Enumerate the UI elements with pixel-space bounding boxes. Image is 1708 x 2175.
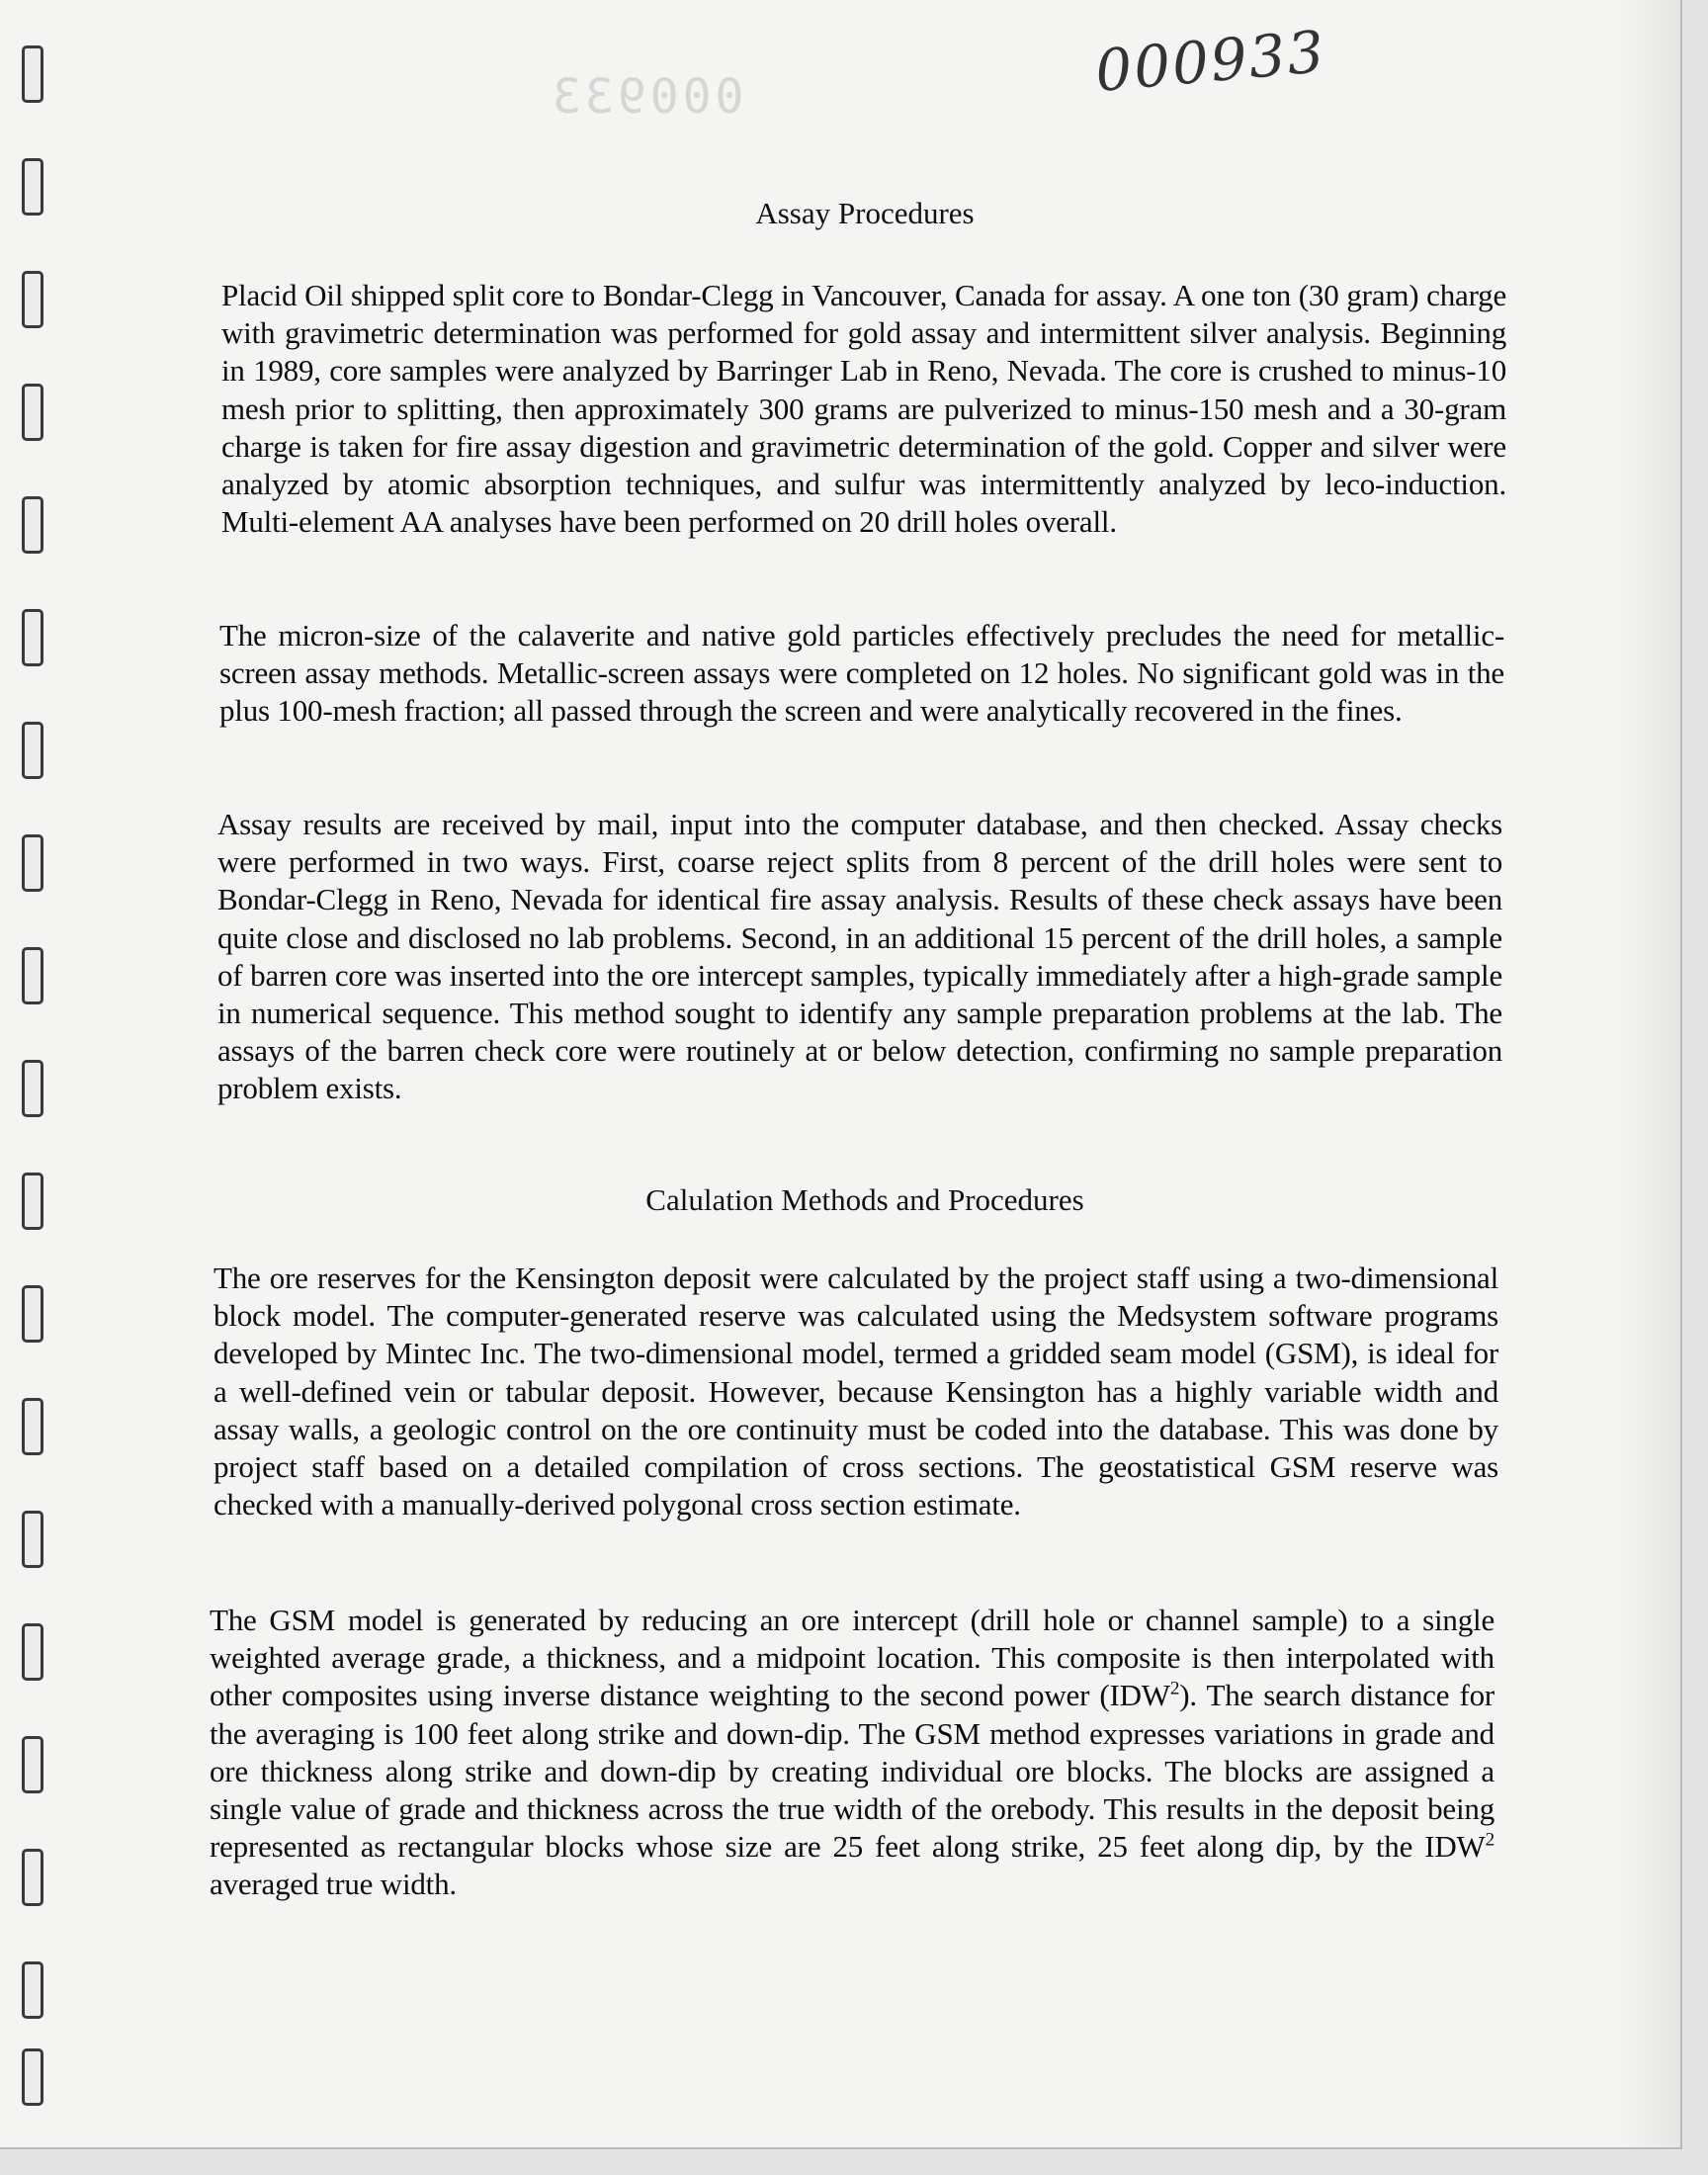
binder-hole bbox=[22, 1736, 43, 1793]
paragraph-assay-1: Placid Oil shipped split core to Bondar-Clegg in Vancouver, Canada for assay. A one ton (30 gram) charge with gravimetric determination was performed for gold assay and intermittent silver analysis. Beginning in 1989, core samples were analyzed by Barringer Lab in Reno, Nevada. The core is crushed to minus-10 mesh prior to splitting, then approximately 300 grams are pulverized to minus-150 mesh and a 30-gram charge is taken for fire assay digestion and gravimetric determination of the gold. Copper and silver were analyzed by atomic absorption techniques, and sulfur was intermittently analyzed by leco-induction. Multi-element AA analyses have been performed on 20 drill holes overall. bbox=[221, 278, 1506, 540]
section-heading-assay: Assay Procedures bbox=[755, 196, 975, 230]
binder-hole bbox=[22, 834, 43, 892]
binder-hole bbox=[22, 609, 43, 666]
paragraph-text: ). The search distance for the averaging is 100 feet along strike and down-dip. The GSM method expresses variations in grade and ore thickness along strike and down-dip by creating individual ore blocks. The blocks are assigned a single value of grade and thickness across the true width of the orebody. This results in the deposit being represented as rectangular blocks whose size are 25 feet along strike, 25 feet along dip, by the IDW bbox=[210, 1678, 1494, 1865]
paragraph-assay-2: The micron-size of the calaverite and native gold particles effectively precludes the need for metallic-screen assay methods. Metallic-screen assays were completed on 12 holes. No significant gold was in the plus 100-mesh fraction; all passed through the screen and were analytically recovered in the fines. bbox=[219, 618, 1504, 729]
binder-hole bbox=[22, 1511, 43, 1568]
binder-hole bbox=[22, 1398, 43, 1455]
binder-hole bbox=[22, 947, 43, 1004]
binder-hole bbox=[22, 1961, 43, 2019]
binder-hole bbox=[22, 271, 43, 328]
binder-hole bbox=[22, 496, 43, 554]
handwritten-page-number: 000933 bbox=[1092, 17, 1328, 106]
superscript: 2 bbox=[1485, 1829, 1494, 1851]
binder-hole bbox=[22, 1060, 43, 1117]
paragraph-calculation-2 bbox=[210, 1602, 1494, 1904]
binder-hole bbox=[22, 722, 43, 779]
page-edge-shadow bbox=[1621, 0, 1680, 2147]
binder-hole bbox=[22, 384, 43, 441]
paragraph-text: The GSM model is generated by reducing an ore intercept (drill hole or channel sample) to a single weighted average grade, a thickness, and a midpoint location. This composite is then interpolated with other composites using inverse distance weighting to the second power (IDW bbox=[210, 1603, 1494, 1713]
bleed-through-stamp: 000933 bbox=[549, 69, 744, 125]
binder-hole bbox=[22, 1285, 43, 1343]
binder-hole bbox=[22, 1849, 43, 1906]
superscript: 2 bbox=[1169, 1679, 1180, 1700]
paragraph-text: averaged true width. bbox=[210, 1867, 457, 1902]
binder-hole bbox=[22, 45, 43, 103]
paragraph-assay-3: Assay results are received by mail, input into the computer database, and then checked. Assay checks were performed in two ways. First, coarse reject splits from 8 percent of the drill holes were sent to Bondar-Clegg in Reno, Nevada for identical fire assay analysis. Results of these check assays have been quite close and disclosed no lab problems. Second, in an additional 15 percent of the drill holes, a sample of barren core was inserted into the ore intercept samples, typically immediately after a high-grade sample in numerical sequence. This method sought to identify any sample preparation problems at the lab. The assays of the barren check core were routinely at or below detection, confirming no sample preparation problem exists. bbox=[217, 807, 1502, 1106]
binder-hole bbox=[22, 2048, 43, 2106]
section-heading-calculation: Calulation Methods and Procedures bbox=[645, 1182, 1084, 1217]
paragraph-calculation-1: The ore reserves for the Kensington deposit were calculated by the project staff using a two-dimensional block model. The computer-generated reserve was calculated using the Medsystem software programs developed by Mintec Inc. The two-dimensional model, termed a gridded seam model (GSM), is ideal for a well-defined vein or tabular deposit. However, because Kensington has a highly variable width and assay walls, a geologic control on the ore continuity must be coded into the database. This was done by project staff based on a detailed compilation of cross sections. The geostatistical GSM reserve was checked with a manually-derived polygonal cross section estimate. bbox=[214, 1261, 1498, 1522]
binder-hole bbox=[22, 1623, 43, 1681]
